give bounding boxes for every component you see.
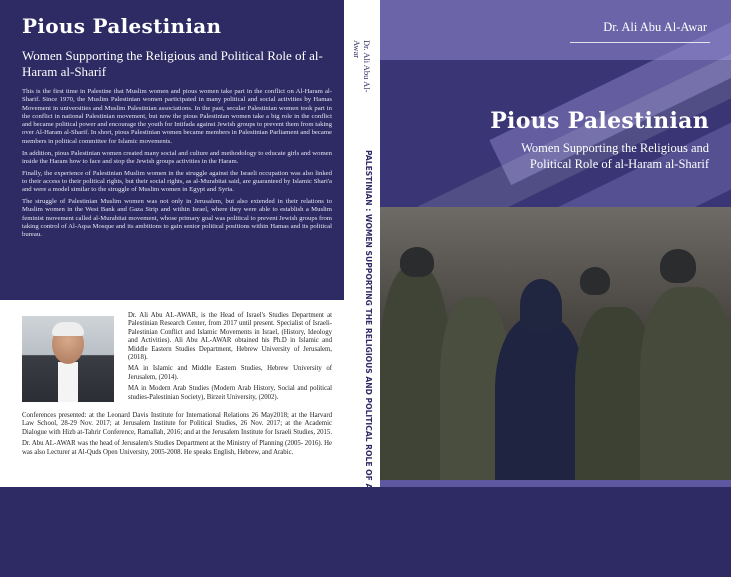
bio-paragraph: Conferences presented: at the Leonard Davis Institute for International Relations 26 May2018; at the Harvard Law School, 28-29 Nov. 2017; at Jerusalem Institute for Political Studies, 26 Nov. 2017; at the Academic Dialogue with Hizb at-Tahrir Conference, Ramallah, 2016; and at the Jerusalem Institute for Israeli Studies, 2015. [22,412,333,436]
photo-figure [495,317,585,487]
back-cover-subtitle: Women Supporting the Religious and Political Role of al-Haram al-Sharif [22,48,323,79]
author-photo [22,316,114,402]
bio-paragraph: Dr. Abu AL-AWAR was the head of Jerusalem's Studies Department at the Ministry of Planning (2005- 2016). He was also Lecturer at Al-Quds Open University, 2005-2008. He speaks English, Hebrew, and Arabic. [22,440,332,456]
author-photo-shirt [58,362,78,402]
author-bio-full [22,412,332,460]
blurb-paragraph: The struggle of Palestinian Muslim women was not only in Jerusalem, but also extended in their relations to Muslim women in the West Bank and Gaza Strip and within Israel, where they were able to establish a Muslim feminist movement called al-Murabitat movement, whose primary goal was political to prevent Jewish groups from taking control of Al-Aqsa Mosque and its ambitions to gain senior political positions within Hamas and its political bureau. [22,198,332,239]
photo-helmet [660,249,696,283]
bio-paragraph: MA in Islamic and Middle Eastern Studies, Hebrew University of Jerusalem, (2014). [128,365,332,381]
bottom-band [380,480,731,487]
photo-figure [640,287,731,487]
back-cover-title: Pious Palestinian [22,14,222,38]
bio-paragraph: Dr. Ali Abu AL-AWAR, is the Head of Israel's Studies Department at Palestinian Research Center, from 2017 until present. Specialist of Israeli-Palestinian Conflict and Islamic Movements in Israel, (History, Ideology and Activities). Ali Abu AL-AWAR obtained his Ph.D in Islamic and Middle Eastern Studies Department, Hebrew University of Jerusalem, (2018). [128,312,332,362]
spine-title: PALESTINIAN : WOMEN SUPPORTING THE RELIGIOUS AND POLITICAL ROLE OF AL-HARAM AL-SHARIF [364,150,373,577]
author-photo-hair [52,322,84,336]
author-bio-box [0,300,344,487]
front-cover-title: Pious Palestinian [490,108,709,134]
front-cover-author: Dr. Ali Abu Al-Awar [603,20,707,34]
spine-author: Dr. Ali Abu Al-Awar [352,40,372,93]
photo-helmet [580,267,610,295]
cover-photograph [380,207,731,487]
front-cover-subtitle: Women Supporting the Religious and Political Role of al-Haram al-Sharif [521,141,709,171]
bio-paragraph: MA in Modern Arab Studies (Modern Arab History, Social and political studies-Palestinian Society), Birzeit University, (2002). [128,385,332,401]
front-cover [380,0,731,487]
blurb-paragraph: This is the first time in Palestine that Muslim women and pious women take part in the conflict on Al-Haram al-Sharif. Since 1970, the Muslim Palestinian women participated in many political and social activities by Hamas Movement in universities and Muslim Palestinian associations. In the past, secular Palestinian women took part in the conflict in national Palestinian movement, but now the pious Palestinian women take a big role in the conflict and became political power and encourage the youth for Intifada against Jewish groups to prevent them from taking over Al-Haram al-Sharif. In short, pious Palestinian women became members in Palestinian Parliament and became members in political committee for Islamic movements. [22,88,332,145]
photo-helmet [400,247,434,277]
back-cover-blurb [22,88,332,243]
author-bio-side [128,312,332,405]
author-underline [570,42,710,43]
blurb-paragraph: In addition, pious Palestinian women created many social and culture and methodology to educate girls and women inside the Haram how to face and stop the Jewish groups activities in the Haram. [22,149,332,165]
photo-headscarf [520,279,562,331]
blurb-paragraph: Finally, the experience of Palestinian Muslim women in the struggle against the Israeli occupation was also linked to their access to their political rights, but their social rights, as al-Murabitat said, are guaranteed by Islamic Shari'a and were a model similar to the struggle of Muslim women in Egypt and Syria. [22,169,332,194]
back-cover [0,0,344,487]
